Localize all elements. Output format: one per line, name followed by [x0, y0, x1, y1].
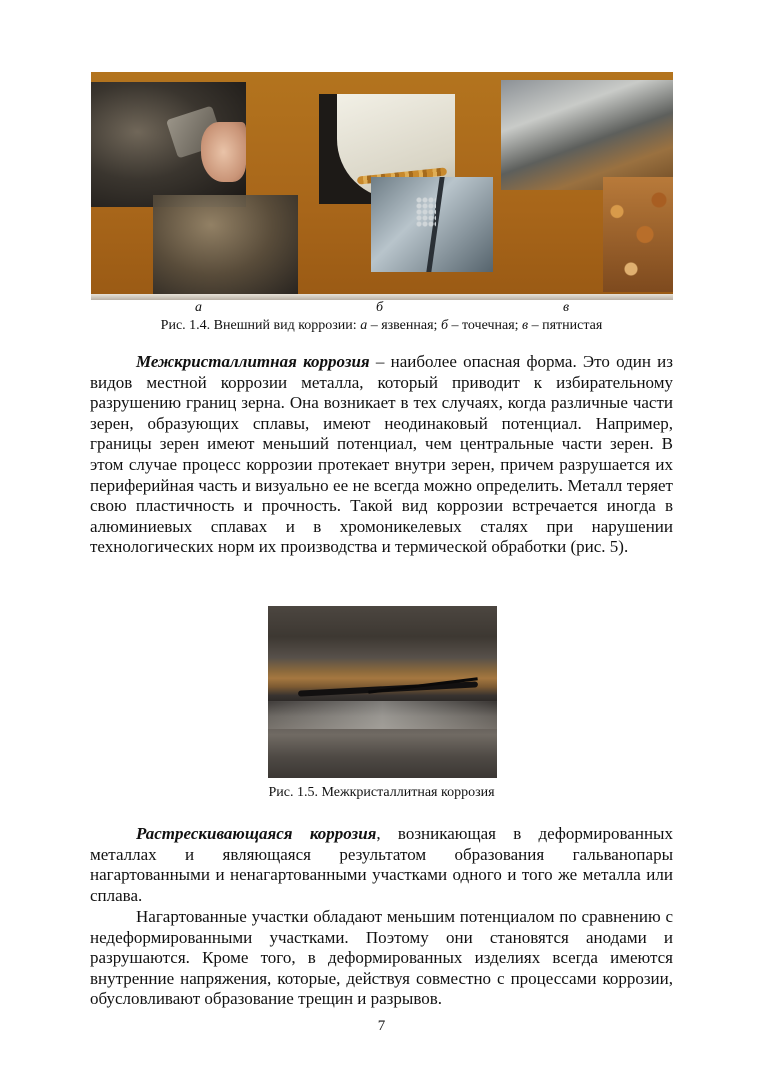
- photo-spot-corrosion-closeup: [603, 177, 673, 292]
- paragraph-work-hardened: Нагартованные участки обладают меньшим потенциалом по сравнению с недеформированными участками. Поэтому они становятся анодами и разрушаются. Кроме того, в деформированных изделиях всегда имеются внутренние напряжения, которые, действуя совместно с процессами коррозии, обусловливают образование трещин и разрывов.: [90, 907, 673, 1009]
- sublabel-a: а: [195, 300, 202, 315]
- photo-glare: [268, 701, 497, 729]
- photo-pitting-corrosion-steel: [371, 177, 493, 272]
- photo-ulcer-corrosion-pipe: [91, 82, 246, 207]
- figure-1-5-caption: Рис. 1.5. Межкристаллитная коррозия: [268, 785, 495, 800]
- hand: [201, 122, 246, 182]
- photo-spot-corrosion-pipe: [501, 80, 673, 190]
- paragraph-intergranular-corrosion: Межкристаллитная коррозия – наиболее опасная форма. Это один из видов местной коррозии металла, который приводит к избирательному разрушению границ зерна. Она возникает в тех случаях, когда различные части зерен, образующих сплавы, имеют неодинаковый потенциал. Например, границы зерен имеют меньший потенциал, чем центральные части зерен. В этом случае процесс коррозии протекает внутри зерен, причем разрушается их периферийная часть и визуально ее не всегда можно определить. Металл теряет свою пластичность и прочность. Такой вид коррозии встречается иногда в алюминиевых сплавах и в хромоникелевых сталях при нарушении технологических норм их производства и термической обработки (рис. 5).: [90, 352, 673, 557]
- sublabel-c: в: [563, 300, 570, 315]
- term-cracking: Растрескивающаяся коррозия: [136, 824, 377, 843]
- figure-1-5-photo: [268, 606, 497, 778]
- paragraph-cracking-corrosion: Растрескивающаяся коррозия, возникающая в деформированных металлах и являющаяся результатом образования гальванопары нагартованными и ненагартованными участками одного и того же металла или сплава.: [90, 824, 673, 905]
- pit-dots: [416, 197, 436, 227]
- figure-1-4-collage: [91, 72, 673, 300]
- page-number: 7: [377, 1018, 386, 1034]
- figure-1-4-sublabels: [0, 300, 763, 318]
- term-intergranular: Межкристаллитная коррозия: [136, 352, 370, 371]
- photo-ulcer-corrosion-surface: [153, 195, 298, 295]
- figure-1-4-caption: Рис. 1.4. Внешний вид коррозии: а – язвенная; б – точечная; в – пятнистая: [160, 318, 603, 333]
- sublabel-b: б: [376, 300, 384, 315]
